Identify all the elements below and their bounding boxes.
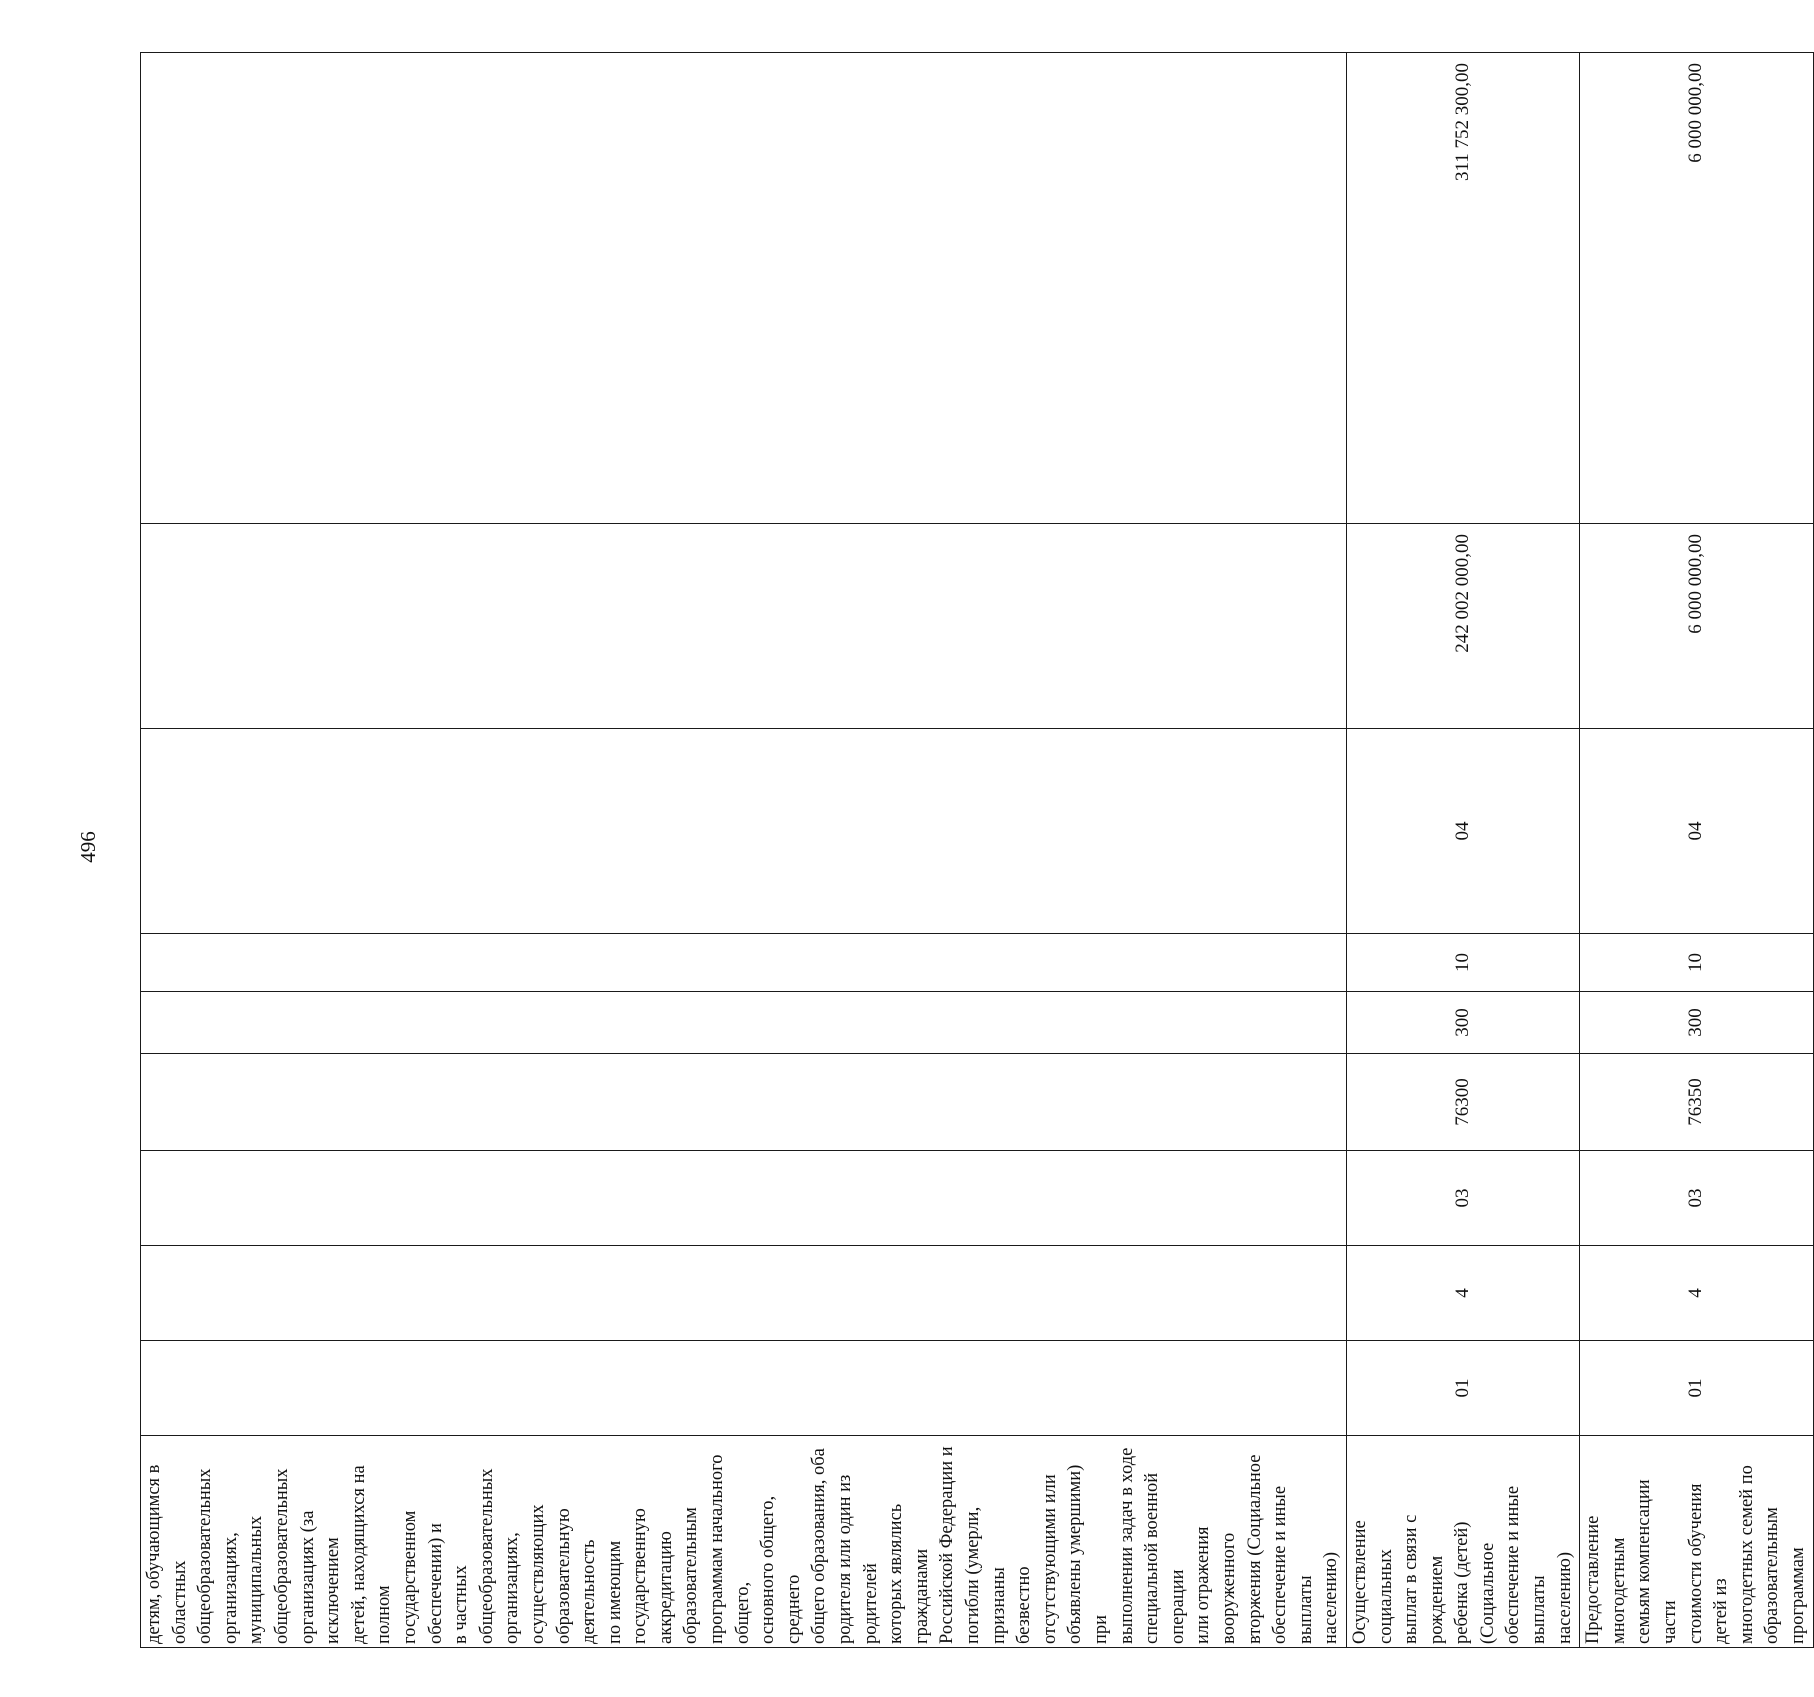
description-line: населению): [1554, 1552, 1575, 1644]
cell-direction: 76350: [1580, 1054, 1813, 1151]
description-line: Осуществление социальных: [1349, 1520, 1396, 1644]
cell-grbs: 01: [1346, 1341, 1579, 1436]
cell-amount-year-2: [141, 53, 1347, 524]
budget-table-rotated: [140, 53, 1808, 1648]
cell-amount-year-1: 6 000 000,00: [1580, 524, 1813, 729]
table-region: [140, 53, 1808, 1648]
description-line: организациях, осуществляющих: [502, 1504, 548, 1644]
cell-subprogram: 03: [1580, 1151, 1813, 1246]
cell-amount-year-2: 311 752 300,00: [1346, 53, 1579, 524]
cell-amount-year-1: 242 002 000,00: [1346, 524, 1579, 729]
budget-table: [140, 52, 1814, 1648]
cell-expense-type: 300: [1346, 992, 1579, 1054]
description-line: программам начального общего,: [707, 1454, 753, 1644]
page-number: 496: [76, 831, 100, 863]
description-line: общего образования, оба: [809, 1448, 830, 1644]
description-line: которых являлись гражданами: [886, 1503, 932, 1644]
table-row: [1346, 53, 1579, 1648]
description-line: выполнении задач в ходе: [1116, 1447, 1137, 1644]
description-line: объявлены умершими) при: [1065, 1464, 1111, 1644]
description-line: образовательным программам: [1762, 1507, 1808, 1644]
description-line: обеспечение и иные выплаты: [1270, 1485, 1316, 1644]
description-line: специальной военной операции: [1142, 1472, 1188, 1644]
description-line: выплат в связи с рождением: [1401, 1514, 1447, 1644]
description-line: ребенка (детей) (Социальное: [1452, 1521, 1498, 1644]
description-line: областных общеобразовательных: [169, 1468, 216, 1644]
description-line: семьям компенсации части: [1634, 1479, 1681, 1644]
table-row: [1580, 53, 1813, 1648]
cell-section: 10: [1346, 934, 1579, 992]
row-description: [141, 1436, 1347, 1648]
description-line: по имеющим государственную: [604, 1508, 651, 1644]
description-line: стоимости обучения детей из: [1685, 1483, 1732, 1644]
description-line: населению): [1321, 1552, 1342, 1644]
cell-expense-type: 300: [1580, 992, 1813, 1054]
cell-subprogram: 03: [1346, 1151, 1579, 1246]
cell-program: 4: [1580, 1246, 1813, 1341]
description-line: общеобразовательных: [271, 1468, 292, 1644]
description-line: погибли (умерли, признаны: [963, 1506, 1009, 1644]
cell-expense-type: [141, 992, 1347, 1054]
cell-amount-year-2: 6 000 000,00: [1580, 53, 1813, 524]
description-line: родителя или один из родителей: [835, 1474, 881, 1644]
cell-amount-year-1: [141, 524, 1347, 729]
description-line: обеспечение и иные выплаты: [1503, 1485, 1550, 1644]
description-line: Предоставление многодетным: [1583, 1515, 1629, 1644]
table-row: [141, 53, 1347, 1648]
cell-section: [141, 934, 1347, 992]
description-line: безвестно отсутствующими или: [1014, 1474, 1060, 1644]
description-line: основного общего, среднего: [758, 1495, 804, 1644]
cell-section: 10: [1580, 934, 1813, 992]
description-line: образовательную деятельность: [553, 1508, 600, 1644]
cell-subsection: 04: [1580, 729, 1813, 934]
description-line: в частных общеобразовательных: [451, 1468, 497, 1644]
cell-program: [141, 1246, 1347, 1341]
cell-subprogram: [141, 1151, 1347, 1246]
cell-direction: 76300: [1346, 1054, 1579, 1151]
cell-direction: [141, 1054, 1347, 1151]
cell-grbs: [141, 1341, 1347, 1436]
cell-subsection: 04: [1346, 729, 1579, 934]
description-line: детям, обучающимся в: [144, 1464, 164, 1644]
description-line: организациях, муниципальных: [220, 1515, 267, 1644]
description-line: аккредитацию образовательным: [655, 1507, 702, 1644]
description-line: детей, находящихся на полном: [348, 1465, 395, 1644]
row-description: [1580, 1436, 1813, 1648]
cell-program: 4: [1346, 1246, 1579, 1341]
description-line: вторжения (Социальное: [1244, 1454, 1265, 1644]
description-line: государственном обеспечении) и: [399, 1510, 446, 1644]
row-description: [1346, 1436, 1579, 1648]
description-line: или отражения вооруженного: [1193, 1526, 1239, 1644]
cell-subsection: [141, 729, 1347, 934]
description-line: организациях (за исключением: [297, 1510, 344, 1644]
description-line: Российской Федерации и: [937, 1446, 958, 1644]
cell-grbs: 01: [1580, 1341, 1813, 1436]
description-line: многодетных семей по: [1736, 1465, 1757, 1644]
